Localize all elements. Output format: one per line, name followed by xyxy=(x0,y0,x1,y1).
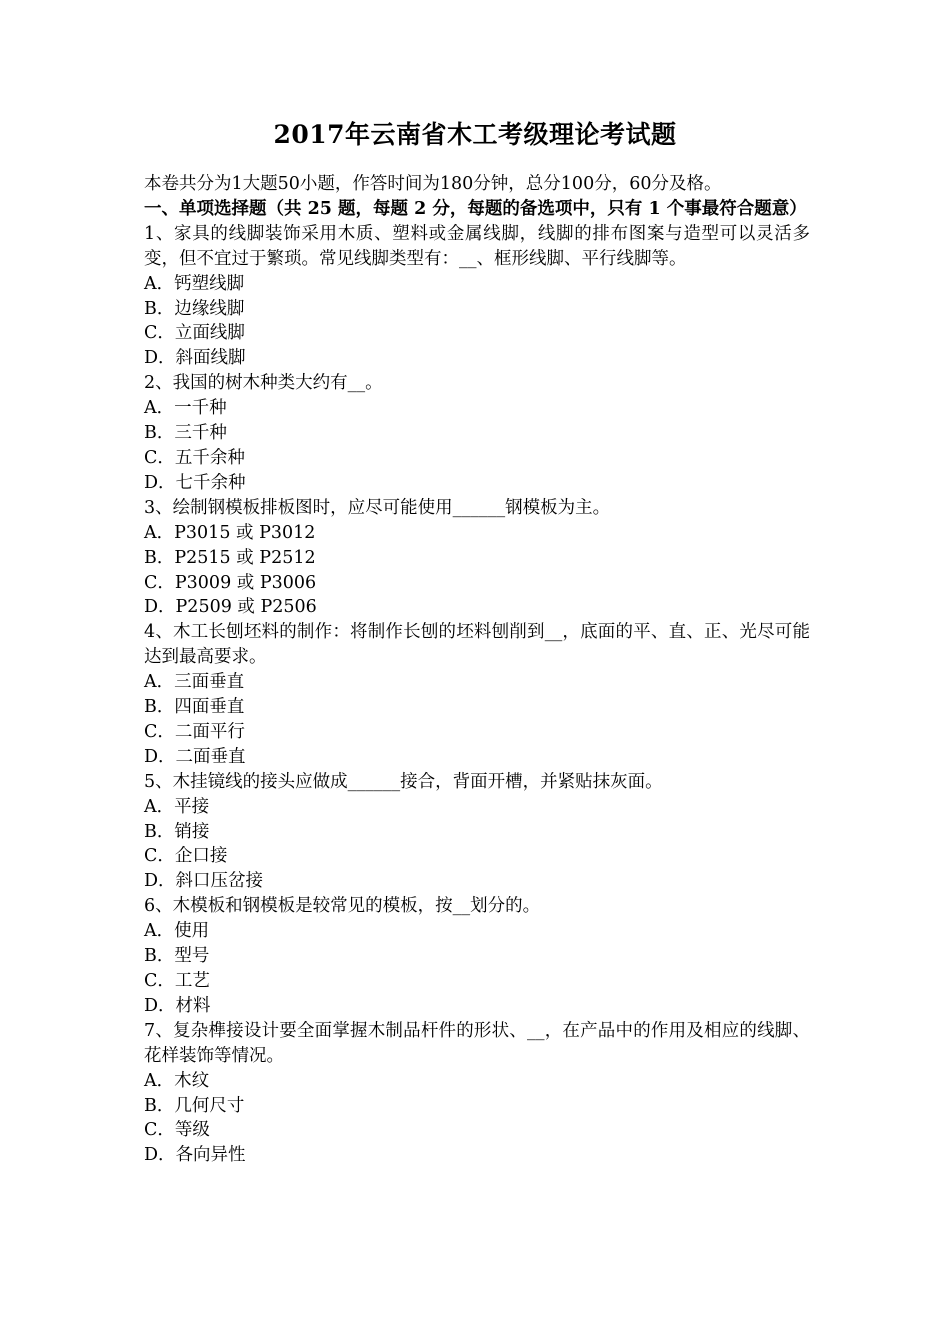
option-b: B．三千种 xyxy=(144,423,227,444)
option-d: D．二面垂直 xyxy=(144,746,246,767)
question-stem: 5、木挂镜线的接头应做成______接合，背面开槽，并紧贴抹灰面。 xyxy=(144,771,663,792)
question-stem: 6、木模板和钢模板是较常见的模板，按__划分的。 xyxy=(144,896,541,917)
question-5 xyxy=(144,770,810,895)
question-4 xyxy=(144,620,810,769)
option-a: A．P3015 或 P3012 xyxy=(144,522,316,543)
option-c: C．二面平行 xyxy=(144,721,245,742)
question-1 xyxy=(144,222,810,371)
question-2 xyxy=(144,371,810,496)
option-c: C．等级 xyxy=(144,1120,210,1141)
option-b: B．销接 xyxy=(144,821,210,842)
option-c: C．P3009 或 P3006 xyxy=(144,572,317,593)
option-d: D．斜面线脚 xyxy=(144,348,246,369)
option-d: D．各向异性 xyxy=(144,1145,246,1166)
option-d: D．七千余种 xyxy=(144,472,246,493)
option-c: C．五千余种 xyxy=(144,447,245,468)
question-7 xyxy=(144,1019,810,1168)
question-stem: 7、复杂榫接设计要全面掌握木制品杆件的形状、__，在产品中的作用及相应的线脚、花样装饰等情况。 xyxy=(144,1020,810,1066)
option-a: A．三面垂直 xyxy=(144,672,245,693)
option-a: A．木纹 xyxy=(144,1070,210,1091)
option-c: C．立面线脚 xyxy=(144,323,245,344)
option-a: A．使用 xyxy=(144,921,210,942)
document-body xyxy=(144,172,810,1168)
option-b: B．四面垂直 xyxy=(144,697,245,718)
section-heading: 一、单项选择题（共 25 题，每题 2 分，每题的备选项中，只有 1 个事最符合题意） xyxy=(144,198,807,219)
option-d: D．斜口压岔接 xyxy=(144,871,264,892)
question-stem: 3、绘制钢模板排板图时，应尽可能使用______钢模板为主。 xyxy=(144,497,611,518)
option-a: A．钙塑线脚 xyxy=(144,273,245,294)
exam-intro: 本卷共分为1大题50小题，作答时间为180分钟，总分100分，60分及格。 xyxy=(144,174,722,194)
option-b: B．边缘线脚 xyxy=(144,298,245,319)
option-b: B．P2515 或 P2512 xyxy=(144,547,316,568)
question-3 xyxy=(144,496,810,621)
question-6 xyxy=(144,894,810,1019)
document-title: 2017年云南省木工考级理论考试题 xyxy=(273,120,677,149)
option-b: B．型号 xyxy=(144,946,210,967)
option-d: D．材料 xyxy=(144,995,211,1016)
option-a: A．平接 xyxy=(144,796,210,817)
question-stem: 2、我国的树木种类大约有__。 xyxy=(144,373,383,394)
option-a: A．一千种 xyxy=(144,398,227,419)
option-c: C．企口接 xyxy=(144,846,228,867)
option-d: D．P2509 或 P2506 xyxy=(144,597,317,618)
question-stem: 4、木工长刨坯料的制作：将制作长刨的坯料刨削到__，底面的平、直、正、光尽可能达到最高要求。 xyxy=(144,622,810,668)
question-stem: 1、家具的线脚装饰采用木质、塑料或金属线脚，线脚的排布图案与造型可以灵活多变，但不宜过于繁琐。常见线脚类型有：__、框形线脚、平行线脚等。 xyxy=(144,223,810,269)
option-c: C．工艺 xyxy=(144,971,210,991)
option-b: B．几何尺寸 xyxy=(144,1095,245,1116)
